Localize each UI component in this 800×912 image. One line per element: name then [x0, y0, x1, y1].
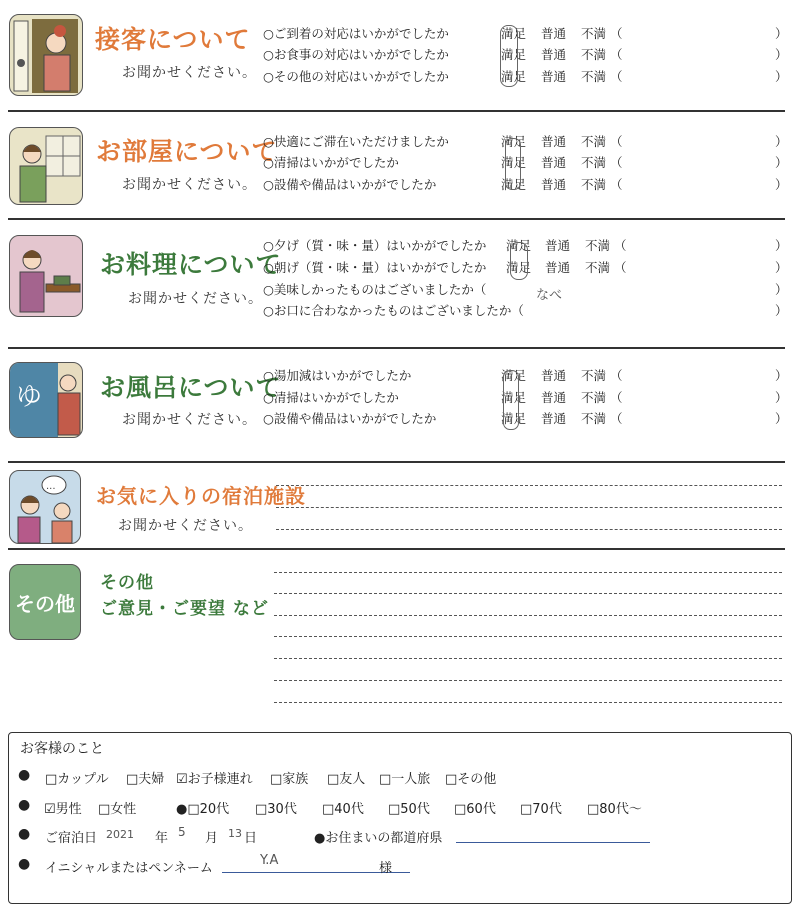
checkbox-female[interactable]: □女性	[98, 802, 137, 817]
section-title-other-line2: ご意見・ご要望 など	[100, 599, 269, 619]
paren-open: （	[610, 26, 623, 41]
sama-label: 様	[379, 861, 393, 876]
question: ○清掃はいかがでしたか	[263, 390, 399, 405]
rating-good[interactable]: 満足	[506, 238, 532, 253]
bath-icon	[10, 363, 82, 437]
checkbox-family[interactable]: □家族	[270, 772, 309, 787]
reception-illustration	[9, 14, 83, 96]
question: ○ご到着の対応はいかがでしたか	[263, 26, 449, 41]
rating-normal[interactable]: 普通	[541, 26, 567, 41]
section-divider	[8, 110, 785, 112]
name-value[interactable]: Y.A	[260, 853, 279, 868]
question: ○美味しかったものはございましたか（	[263, 282, 487, 297]
answer-line[interactable]	[274, 593, 782, 594]
section-subtitle: お聞かせください。	[122, 177, 257, 193]
paren-close: ）	[775, 134, 788, 149]
checkbox-age-50s[interactable]: □50代	[388, 802, 430, 817]
paren-close: ）	[775, 26, 788, 41]
rating-bad[interactable]: 不満	[581, 390, 607, 405]
rating-normal[interactable]: 普通	[541, 368, 567, 383]
rating-bad[interactable]: 不満	[581, 411, 607, 426]
question: ○設備や備品はいかがでしたか	[263, 411, 437, 426]
checkbox-friends[interactable]: □友人	[327, 772, 366, 787]
paren-close: ）	[775, 69, 788, 84]
rating-good[interactable]: 満足	[501, 26, 527, 41]
checkbox-age-70s[interactable]: □70代	[520, 802, 562, 817]
paren-close: ）	[775, 282, 788, 297]
rating-bad[interactable]: 不満	[581, 155, 607, 170]
rating-normal[interactable]: 普通	[541, 155, 567, 170]
checkbox-with-children[interactable]: ☑お子様連れ	[176, 772, 253, 787]
checkbox-other[interactable]: □その他	[445, 772, 497, 787]
paren-close: ）	[775, 303, 788, 318]
paren-close: ）	[775, 368, 788, 383]
paren-open: （	[610, 177, 623, 192]
rating-bad[interactable]: 不満	[581, 368, 607, 383]
bullet: ●	[18, 767, 31, 783]
other-icon	[9, 564, 81, 640]
prefecture-field[interactable]	[456, 842, 650, 843]
rating-good[interactable]: 満足	[501, 368, 527, 383]
chat-people-icon	[10, 471, 80, 543]
paren-close: ）	[775, 177, 788, 192]
paren-close: ）	[775, 411, 788, 426]
section-subtitle: お聞かせください。	[122, 65, 257, 81]
rating-normal[interactable]: 普通	[541, 47, 567, 62]
bullet: ●	[18, 826, 31, 842]
cuisine-illustration	[9, 235, 83, 317]
section-divider	[8, 548, 785, 550]
checkbox-age-20s[interactable]: ●□20代	[176, 802, 230, 817]
section-divider	[8, 347, 785, 349]
stay-month-value[interactable]: 5	[178, 825, 186, 839]
customer-heading: お客様のこと	[20, 741, 104, 757]
question: ○お口に合わなかったものはございましたか（	[263, 303, 524, 318]
paren-open: （	[610, 47, 623, 62]
paren-close: ）	[775, 47, 788, 62]
checkbox-age-60s[interactable]: □60代	[454, 802, 496, 817]
checkbox-married[interactable]: □夫婦	[126, 772, 165, 787]
paren-open: （	[610, 134, 623, 149]
paren-close: ）	[775, 390, 788, 405]
section-title-cuisine: お料理について	[100, 250, 282, 279]
rating-bad[interactable]: 不満	[581, 134, 607, 149]
rating-normal[interactable]: 普通	[541, 69, 567, 84]
room-icon	[10, 128, 82, 204]
year-label: 年	[155, 831, 169, 846]
section-subtitle: お聞かせください。	[118, 518, 253, 534]
question: ○朝げ（質・味・量）はいかがでしたか	[263, 260, 487, 275]
paren-close: ）	[775, 155, 788, 170]
rating-good[interactable]: 満足	[501, 134, 527, 149]
checkbox-couple[interactable]: □カップル	[45, 772, 109, 787]
rating-bad[interactable]: 不満	[581, 177, 607, 192]
checkbox-age-30s[interactable]: □30代	[255, 802, 297, 817]
rating-normal[interactable]: 普通	[541, 390, 567, 405]
rating-good[interactable]: 満足	[501, 390, 527, 405]
question: ○その他の対応はいかがでしたか	[263, 69, 449, 84]
bath-illustration	[9, 362, 83, 438]
question: ○快適にご滞在いただけましたか	[263, 134, 449, 149]
answer-line[interactable]	[276, 529, 782, 530]
paren-open: （	[610, 69, 623, 84]
svg-text:...: ...	[46, 481, 56, 492]
paren-open: （	[614, 238, 627, 253]
section-title-bath: お風呂について	[100, 373, 282, 402]
section-subtitle: お聞かせください。	[122, 412, 257, 428]
stay-date-label: ご宿泊日	[45, 831, 98, 846]
checkbox-age-40s[interactable]: □40代	[322, 802, 364, 817]
checkbox-age-80s[interactable]: □80代〜	[587, 802, 642, 817]
bullet: ●	[18, 856, 31, 872]
rating-normal[interactable]: 普通	[541, 134, 567, 149]
section-title-room: お部屋について	[96, 137, 278, 166]
rating-bad[interactable]: 不満	[581, 26, 607, 41]
rating-bad[interactable]: 不満	[585, 260, 611, 275]
rating-good[interactable]: 満足	[506, 260, 532, 275]
section-subtitle: お聞かせください。	[128, 291, 263, 307]
prefecture-label: ●お住まいの都道府県	[314, 831, 443, 846]
paren-open: （	[610, 155, 623, 170]
answer-line[interactable]	[274, 615, 782, 616]
answer-line[interactable]	[276, 507, 782, 508]
rating-bad[interactable]: 不満	[585, 238, 611, 253]
section-title-favorite: お気に入りの宿泊施設	[96, 484, 306, 508]
handwritten-answer[interactable]: なべ	[536, 288, 563, 303]
room-illustration	[9, 127, 83, 205]
paren-open: （	[610, 411, 623, 426]
section-title-reception: 接客について	[95, 25, 251, 54]
name-label: イニシャルまたはペンネーム	[45, 861, 213, 876]
stay-day-value[interactable]: 13	[228, 827, 242, 840]
answer-line[interactable]	[274, 658, 782, 659]
rating-good[interactable]: 満足	[501, 177, 527, 192]
favorite-illustration	[9, 470, 81, 544]
handwritten-circle	[503, 370, 519, 430]
question: ○清掃はいかがでしたか	[263, 155, 399, 170]
rating-normal[interactable]: 普通	[545, 260, 571, 275]
rating-bad[interactable]: 不満	[581, 69, 607, 84]
answer-line[interactable]	[274, 572, 782, 573]
answer-line[interactable]	[274, 636, 782, 637]
rating-good[interactable]: 満足	[501, 155, 527, 170]
paren-open: （	[610, 390, 623, 405]
paren-close: ）	[775, 260, 788, 275]
question: ○お食事の対応はいかがでしたか	[263, 47, 449, 62]
section-title-other-line1: その他	[100, 573, 154, 593]
other-icon-label: その他	[15, 591, 75, 616]
checkbox-male[interactable]: ☑男性	[44, 802, 82, 817]
month-label: 月	[205, 831, 219, 846]
door-icon	[10, 15, 82, 95]
svg-text:ゆ: ゆ	[16, 382, 43, 412]
answer-line[interactable]	[276, 485, 782, 486]
paren-open: （	[610, 368, 623, 383]
rating-normal[interactable]: 普通	[541, 177, 567, 192]
meal-icon	[10, 236, 82, 316]
handwritten-circle	[505, 138, 521, 190]
bullet: ●	[18, 797, 31, 813]
section-divider	[8, 218, 785, 220]
rating-bad[interactable]: 不満	[581, 47, 607, 62]
rating-normal[interactable]: 普通	[541, 411, 567, 426]
handwritten-circle	[510, 242, 528, 280]
checkbox-solo[interactable]: □一人旅	[379, 772, 431, 787]
rating-good[interactable]: 満足	[501, 69, 527, 84]
paren-close: ）	[775, 238, 788, 253]
question: ○湯加減はいかがでしたか	[263, 368, 412, 383]
question: ○設備や備品はいかがでしたか	[263, 177, 437, 192]
stay-year-value[interactable]: 2021	[106, 828, 134, 841]
paren-open: （	[614, 260, 627, 275]
rating-good[interactable]: 満足	[501, 47, 527, 62]
question: ○夕げ（質・味・量）はいかがでしたか	[263, 238, 487, 253]
day-label: 日	[244, 831, 258, 846]
answer-line[interactable]	[274, 680, 782, 681]
rating-normal[interactable]: 普通	[545, 238, 571, 253]
customer-info-box	[8, 732, 792, 904]
section-divider	[8, 461, 785, 463]
handwritten-circle	[500, 25, 518, 87]
answer-line[interactable]	[274, 702, 782, 703]
rating-good[interactable]: 満足	[501, 411, 527, 426]
